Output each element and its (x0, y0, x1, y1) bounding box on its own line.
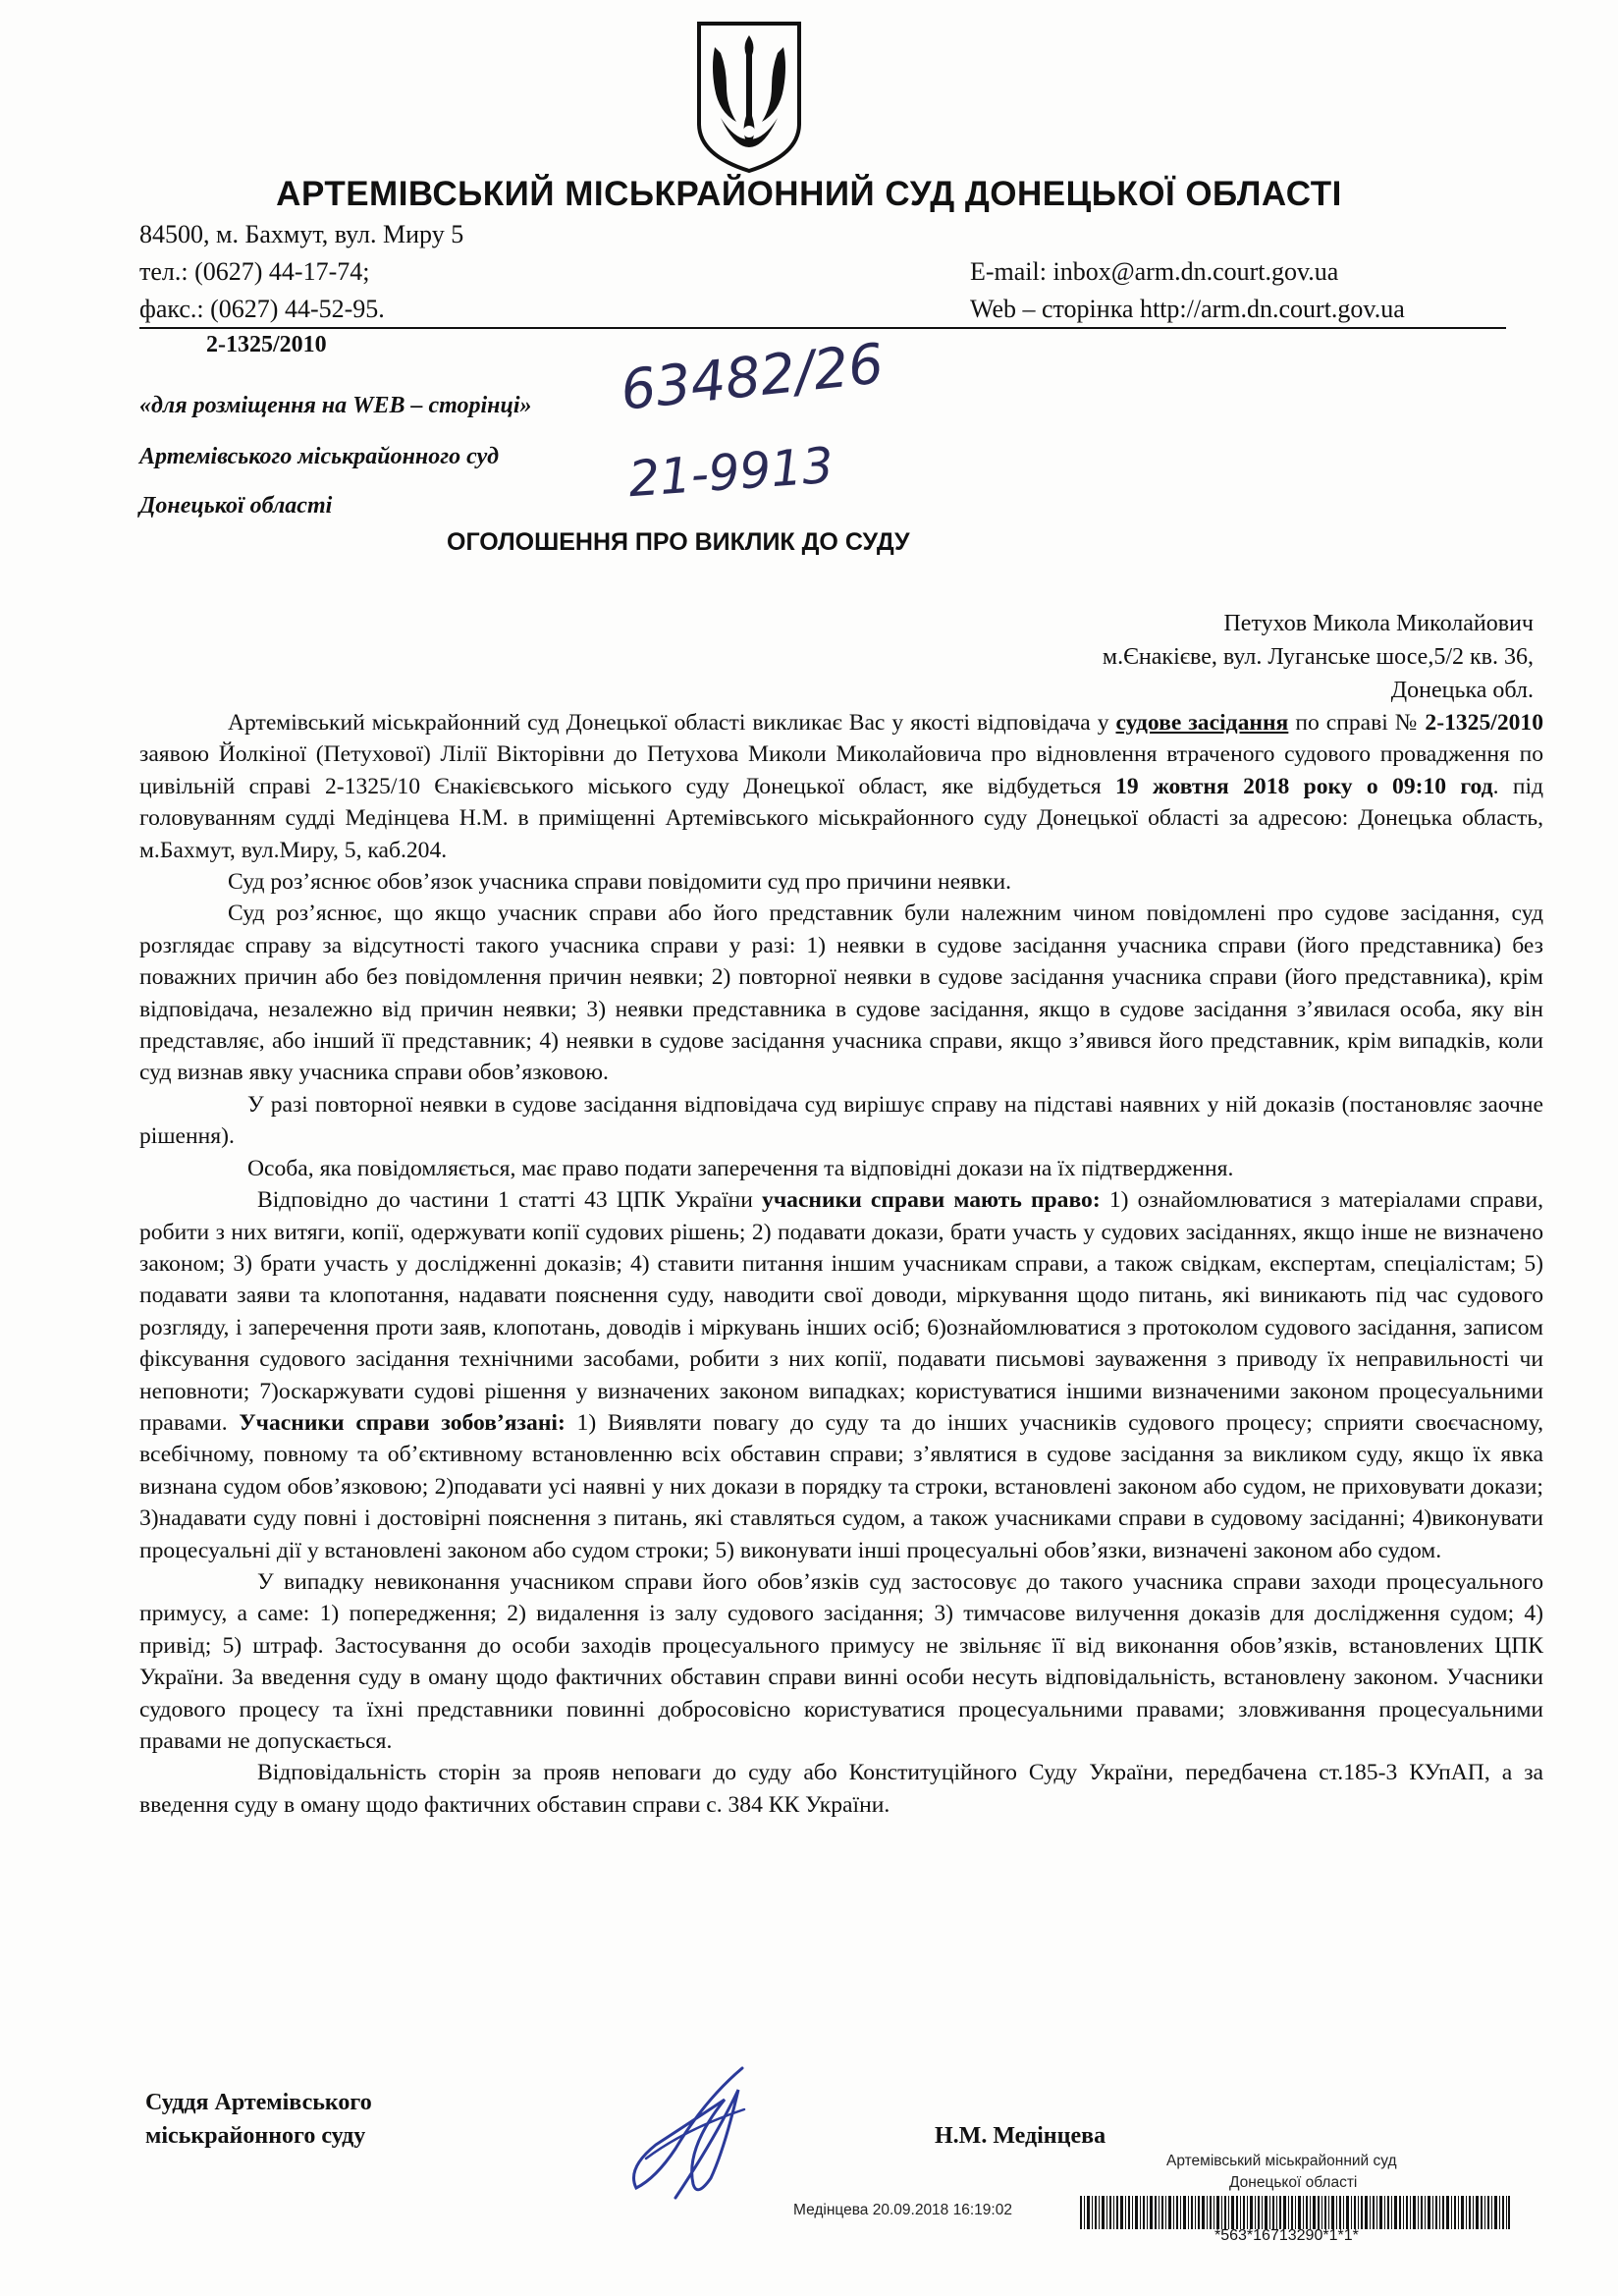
paragraph-liability: Відповідальність сторін за прояв неповаги до суду або Конституційного Суду України, передбачена ст.185-3 КУпАП, а за введення суду в оману щодо фактичних обставин справи с. 384 КК України. (139, 1760, 1543, 1818)
court-website: Web – сторінка http://arm.dn.court.gov.ua (970, 295, 1405, 323)
addressee-address: м.Єнакієве, вул. Луганське шосе,5/2 кв. 36, (1102, 644, 1534, 670)
notice-body (139, 707, 1543, 1821)
announcement-title: ОГОЛОШЕННЯ ПРО ВИКЛИК ДО СУДУ (447, 528, 910, 556)
court-name: АРТЕМІВСЬКИЙ МІСЬКРАЙОННИЙ СУД ДОНЕЦЬКОЇ ОБЛАСТІ (276, 175, 1342, 213)
handwritten-note: 21-9913 (626, 436, 836, 509)
placement-note-line3: Донецької області (139, 493, 333, 519)
addressee-name: Петухов Микола Миколайович (1223, 611, 1534, 636)
paragraph-summons: Артемівський міськрайонний суд Донецької області викликає Вас у якості відповідача у судове засідання по справі № 2-1325/2010 заявою Йолкіної (Петухової) Лілії Вікторівни до Петухова Миколи Миколайовича про відновлення втраченого судового провадження по цивільній справі 2-1325/10 Єнакієвського міського суду Донецької област, яке відбудеться 19 жовтня 2018 року о 09:10 год. під головуванням судді Медінцева Н.М. в приміщенні Артемівського міськрайонного суду Донецької області за адресою: Донецька область, м.Бахмут, вул.Миру, 5, каб.204. (139, 710, 1544, 863)
judge-signature (617, 2060, 774, 2208)
court-address: 84500, м. Бахмут, вул. Миру 5 (139, 220, 464, 248)
handwritten-registration-number: 63482/26 (618, 332, 887, 423)
coat-of-arms-icon (691, 18, 807, 175)
addressee-region: Донецька обл. (1390, 678, 1534, 703)
paragraph-rights-duties: Відповідно до частини 1 статті 43 ЦПК України учасники справи мають право: 1) ознайомлюватися з матеріалами справи, робити з них витяги, копії, одержувати копії судових рішень; 2) подавати докази, брати участь у судових засіданнях, якщо інше не визначено законом; 3) брати участь у дослідженні доказів; 4) ставити питання іншим учасникам справи, а також свідкам, експертам, спеціалістам; 5) подавати заяви та клопотання, надавати пояснення суду, наводити свої доводи, міркування щодо питань, які виникають під час судового розгляду, і заперечення проти заяв, клопотань, доводів і міркувань інших осіб; 6)ознайомлюватися з протоколом судового засідання, записом фіксування судового засідання технічними засобами, робити з них копії, подавати письмові зауваження з приводу їх неправильності чи неповноти; 7)оскаржувати судові рішення у визначених законом випадках; користуватися іншими визначеними законом процесуальними правами. Учасники справи зобов’язані: 1) Виявляти повагу до суду та до інших учасників судового процесу; сприяти своєчасному, всебічному, повному та об’єктивному встановленню всіх обставин справи; з’являтися в судове засідання за викликом суду, якщо їх явка визнана судом обов’язковою; 2)подавати усі наявні у них докази в порядку та строки, встановлені законом або судом, не приховувати докази; 3)надавати суду повні і достовірні пояснення з питань, які ставляться судом, а також учасниками справи в судовому засіданні; 4)виконувати процесуальні дії у встановлені законом або судом строки; 5) виконувати інші процесуальні обов’язки, визначені законом або судом. (139, 1187, 1543, 1563)
hearing-emphasis: судове засідання (1115, 710, 1289, 736)
barcode-icon (1080, 2196, 1510, 2229)
paragraph-procedural-coercion: У випадку невиконання учасником справи його обов’язків суд застосовує до такого учасника справи заходи процесуального примусу, а саме: 1) попередження; 2) видалення із залу судового засідання; 3) тимчасове вилучення доказів для дослідження судом; 4) привід; 5) штраф. Застосування до особи заходів процесуального примусу не звільняє її від виконання обов’язків, встановлених ЦПК України. За введення суду в оману щодо фактичних обставин справи винні особи несуть відповідальність, встановлену законом. Учасники судового процесу та їхні представники повинні добросовісно користуватися процесуальними правами; зловживання процесуальними правами не допускається. (139, 1568, 1543, 1754)
case-number-inline: 2-1325/2010 (1425, 710, 1544, 736)
paragraph-absence-rules: Суд роз’яснює, що якщо учасник справи або його представник були належним чином повідомлені про судове засідання, суд розглядає справу за відсутності такого учасника справи у разі: 1) неявки в судове засідання учасника справи (його представника) без поважних причин або без повідомлення причин неявки; 2) повторної неявки в судове засідання учасника справи (його представника), крім відповідача, незалежно від причин неявки; 3) неявки представника в судове засідання, якщо в судове засідання з’явилася особа, яку він представляє, або інший її представник; 4) неявки в судове засідання учасника справи, якщо з’явився його представник, крім випадків, коли суд визнав явку учасника справи обов’язковою. (139, 901, 1543, 1086)
barcode-number: *563*16713290*1*1* (1214, 2227, 1359, 2244)
stamp-court-line2: Донецької області (1229, 2174, 1358, 2191)
paragraph-absence-duty: Суд роз’яснює обов’язок учасника справи повідомити суд про причини неявки. (228, 869, 1012, 896)
stamp-signature-timestamp: Медінцева 20.09.2018 16:19:02 (793, 2202, 1012, 2218)
court-phone: тел.: (0627) 44-17-74; (139, 257, 370, 286)
paragraph-repeat-absence: У разі повторної неявки в судове засідання відповідача суд вирішує справу на підставі наявних у ній доказів (постановляє заочне рішення). (139, 1091, 1543, 1150)
judge-name: Н.М. Медінцева (935, 2123, 1106, 2149)
hearing-date: 19 жовтня 2018 року о 09:10 год (1115, 773, 1493, 799)
paragraph-objection-right: Особа, яка повідомляється, має право подати заперечення та відповідні докази на їх підтвердження. (247, 1155, 1234, 1181)
court-fax: факс.: (0627) 44-52-95. (139, 295, 385, 323)
placement-note-line1: «для розміщення на WEB – сторінці» (139, 393, 532, 418)
judge-title: Суддя Артемівського міськрайонного суду (145, 2090, 372, 2149)
court-email: E-mail: inbox@arm.dn.court.gov.ua (970, 257, 1339, 286)
rights-heading: учасники справи мають право: (762, 1187, 1101, 1214)
placement-note-line2: Артемівського міськрайонного суд (139, 444, 500, 469)
header-divider (139, 327, 1506, 329)
duties-heading: Учасники справи зобов’язані: (239, 1409, 566, 1436)
stamp-court-line1: Артемівський міськрайонний суд (1166, 2153, 1397, 2169)
case-number: 2-1325/2010 (206, 332, 327, 357)
